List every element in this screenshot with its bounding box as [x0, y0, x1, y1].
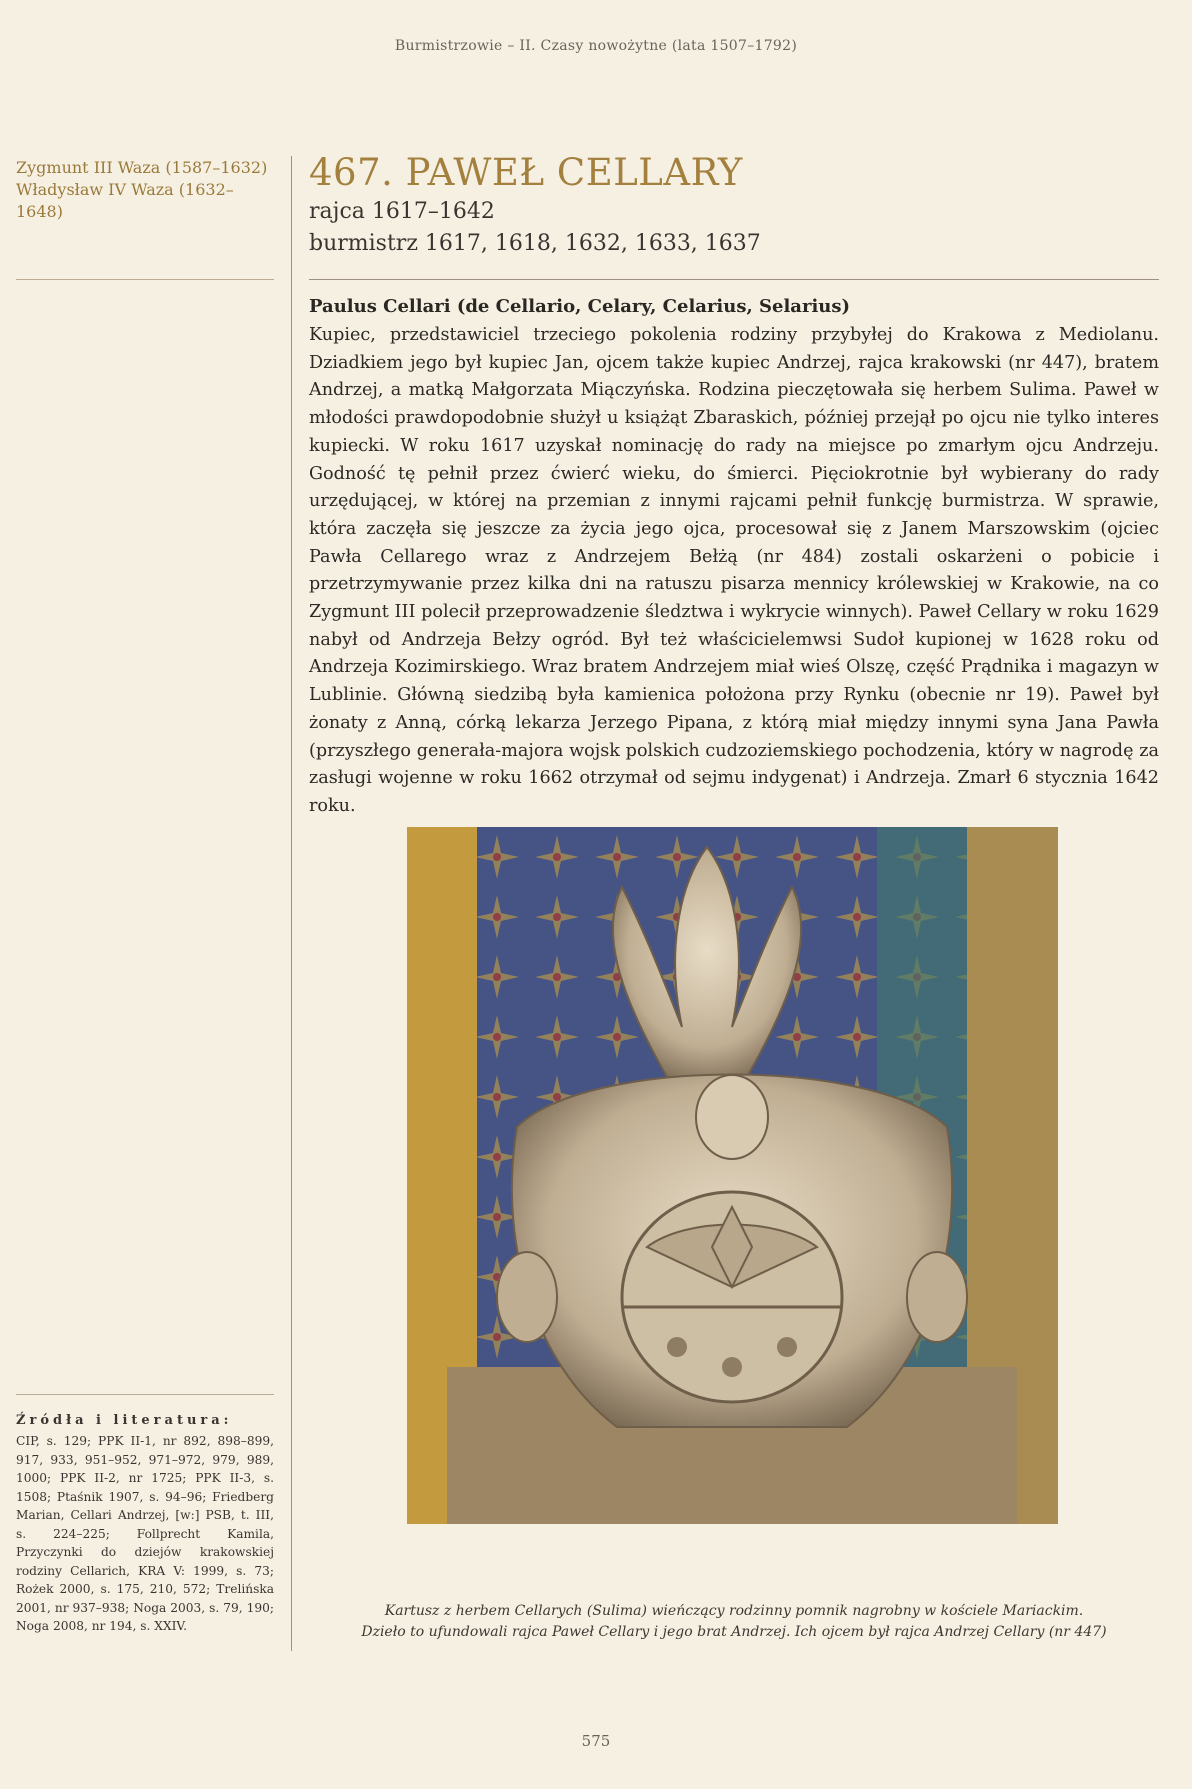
biography-text: Kupiec, przedstawiciel trzeciego pokolenia rodziny przybyłej do Krakowa z Mediolanu. Dziadkiem jego był kupiec Jan, ojcem także kupiec Andrzej, rajca krakowski (nr 447), bratem Andrzej, a matką Małgorzata Miączyńska. Rodzina pieczętowała się herbem Sulima. Paweł w młodości prawdopodobnie służył u książąt Zbaraskich, później przejął po ojcu nie tylko interes kupiecki. W roku 1617 uzyskał nominację do rady na miejsce po zmarłym ojcu Andrzeju. Godność tę pełnił przez ćwierć wieku, do śmierci. Pięciokrotnie był wybierany do rady urzędującej, w której na przemian z innymi rajcami pełnił funkcję burmistrza. W sprawie, która zaczęła się jeszcze za życia jego ojca, procesował się z Janem Marszowskim (ojciec Pawła Cellarego wraz z Andrzejem Bełżą (nr 484) zostali oskarżeni o pobicie i przetrzymywanie przez kilka dni na ratuszu pisarza mennicy królewskiej w Krakowie, na co Zygmunt III polecił przeprowadzenie śledztwa i wykrycie winnych). Paweł Cellary w roku 1629 nabył od Andrzeja Bełzy ogród. Był też właścicielemwsi Sudoł kupionej w 1628 roku od Andrzeja Kozimirskiego. Wraz bratem Andrzejem miał wieś Olszę, część Prądnika i magazyn w Lublinie. Główną siedzibą była kamienica położona przy Rynku (obecnie nr 19). Paweł był żonaty z Anną, córką lekarza Jerzego Pipana, z którą miał między innymi syna Jana Pawła (przyszłego generała-majora wojsk polskich cudzoziemskiego pochodzenia, który w nagrodę za zasługi wojenne w roku 1662 otrzymał od sejmu indygenat) i Andrzeja. Zmarł 6 stycznia 1642 roku.: [309, 325, 1159, 816]
entry-header: [309, 150, 1159, 260]
header-divider: [309, 279, 1159, 280]
left-divider: [16, 279, 274, 280]
reign-list: [16, 157, 278, 223]
column-divider: [291, 156, 292, 1651]
caption-line: Kartusz z herbem Cellarych (Sulima) wieńczący rodzinny pomnik nagrobny w kościele Mariackim.: [384, 1603, 1084, 1619]
sources-divider: [16, 1394, 274, 1395]
sources-text: CIP, s. 129; PPK II-1, nr 892, 898–899, 917, 933, 951–952, 971–972, 979, 989, 1000; PPK II-2, nr 1725; PPK II-3, s. 1508; Ptaśnik 1907, s. 94–96; Friedberg Marian, Cellari Andrzej, [w:] PSB, t. III, s. 224–225; Follprecht Kamila, Przyczynki do dziejów krakowskiej rodziny Cellarich, KRA V: 1999, s. 73; Rożek 2000, s. 175, 210, 572; Trelińska 2001, nr 937–938; Noga 2003, s. 79, 190; Noga 2008, nr 194, s. XXIV.: [16, 1434, 274, 1633]
page-number: 575: [581, 1732, 611, 1750]
sources-heading: Źródła i literatura:: [16, 1413, 233, 1428]
reign-item: Zygmunt III Waza (1587–1632): [16, 158, 268, 177]
latin-name: Paulus Cellari (de Cellario, Celary, Celarius, Selarius): [309, 296, 851, 317]
mayor-years: burmistrz 1617, 1618, 1632, 1633, 1637: [309, 231, 761, 256]
photo-caption: [309, 1601, 1159, 1643]
running-head: Burmistrzowie – II. Czasy nowożytne (lata 1507–1792): [394, 38, 798, 54]
caption-line: Dzieło to ufundowali rajca Paweł Cellary i jego brat Andrzej. Ich ojcem był rajca Andrzej Cellary (nr 447): [361, 1624, 1107, 1640]
entry-title: 467. PAWEŁ CELLARY: [309, 151, 743, 194]
councillor-term: rajca 1617–1642: [309, 199, 495, 224]
reign-item: Władysław IV Waza (1632–1648): [16, 180, 234, 221]
cartouche-photo: [407, 827, 1058, 1524]
